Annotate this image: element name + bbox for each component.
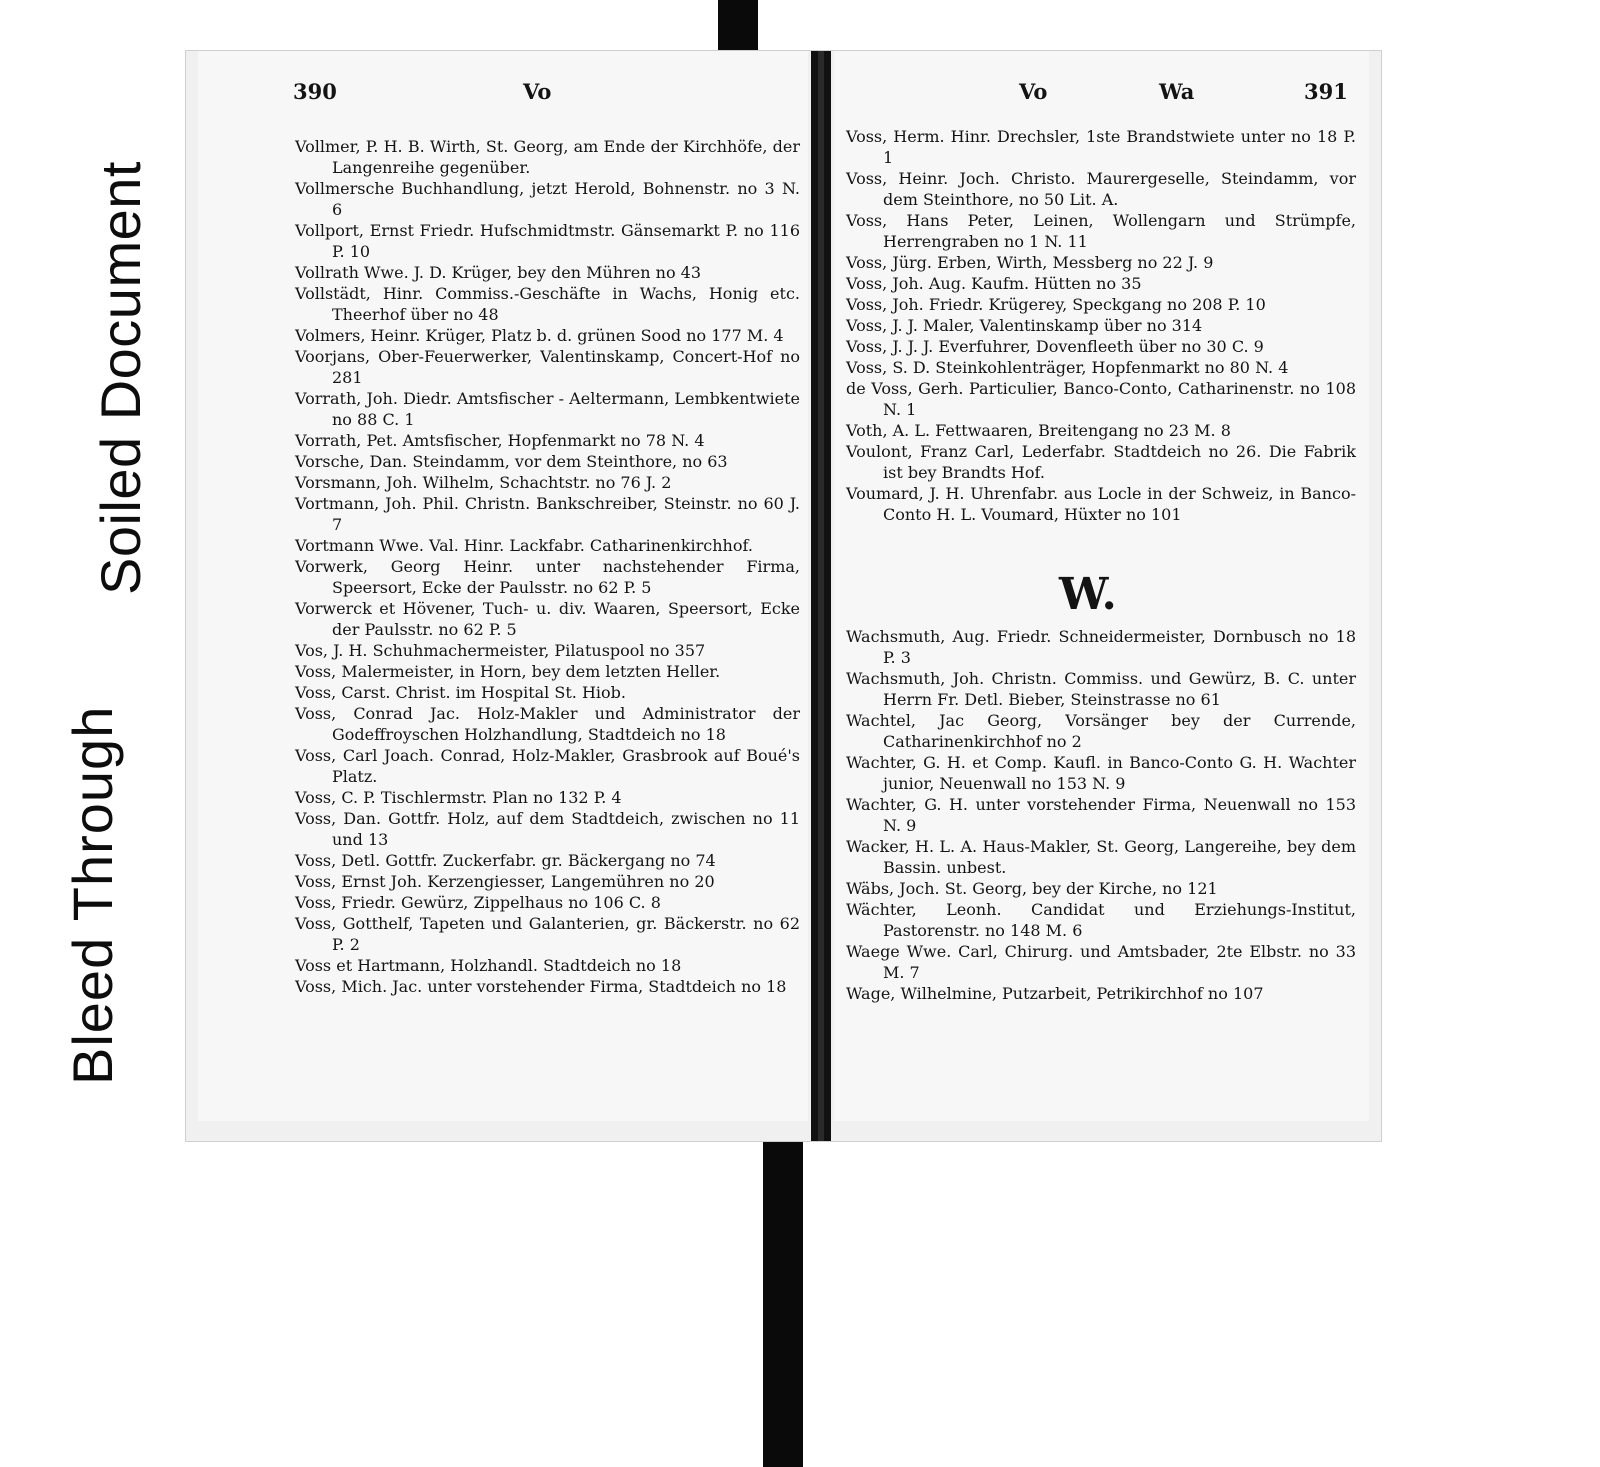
directory-entry: Vollmer, P. H. B. Wirth, St. Georg, am Ende der Kirchhöfe, der Langenreihe gegenüber. xyxy=(295,137,800,177)
directory-entry: Voss, Carl Joach. Conrad, Holz-Makler, Grasbrook auf Boué's Platz. xyxy=(295,746,800,786)
directory-entry: Voss, Joh. Aug. Kaufm. Hütten no 35 xyxy=(846,274,1142,293)
directory-entry: Volmers, Heinr. Krüger, Platz b. d. grünen Sood no 177 M. 4 xyxy=(295,326,784,345)
book-gutter xyxy=(811,51,831,1141)
directory-entry: Voss, Joh. Friedr. Krügerey, Speckgang no 208 P. 10 xyxy=(846,295,1266,314)
directory-entry: Voorjans, Ober-Feuerwerker, Valentinskamp, Concert-Hof no 281 xyxy=(295,347,800,387)
directory-entry: Voss, Heinr. Joch. Christo. Maurergeselle, Steindamm, vor dem Steinthore, no 50 Lit. A. xyxy=(846,169,1356,209)
directory-entry: Wacker, H. L. A. Haus-Makler, St. Georg, Langereihe, bey dem Bassin. unbest. xyxy=(846,837,1356,877)
left-page-number: 390 xyxy=(293,79,337,104)
directory-entry: Vollrath Wwe. J. D. Krüger, bey den Mühren no 43 xyxy=(295,263,702,282)
directory-entry: Voss, J. J. J. Everfuhrer, Dovenfleeth über no 30 C. 9 xyxy=(846,337,1264,356)
right-entry-list-v xyxy=(846,126,1356,525)
binding-tape-bottom xyxy=(763,1138,803,1467)
directory-entry: Vortmann, Joh. Phil. Christn. Bankschreiber, Steinstr. no 60 J. 7 xyxy=(295,494,800,534)
directory-entry: Voulont, Franz Carl, Lederfabr. Stadtdeich no 26. Die Fabrik ist bey Brandts Hof. xyxy=(846,442,1356,482)
directory-entry: Voumard, J. H. Uhrenfabr. aus Locle in der Schweiz, in Banco-Conto H. L. Voumard, Hüxter no 101 xyxy=(846,484,1356,524)
directory-entry: Vollport, Ernst Friedr. Hufschmidtmstr. Gänsemarkt P. no 116 P. 10 xyxy=(295,221,800,261)
directory-entry: Vorwerk, Georg Heinr. unter nachstehender Firma, Speersort, Ecke der Paulsstr. no 62 P. 5 xyxy=(295,557,800,597)
directory-entry: Wachter, G. H. unter vorstehender Firma, Neuenwall no 153 N. 9 xyxy=(846,795,1356,835)
left-running-head: Vo xyxy=(523,79,552,104)
directory-entry: Wachter, G. H. et Comp. Kaufl. in Banco-Conto G. H. Wachter junior, Neuenwall no 153 N. 9 xyxy=(846,753,1356,793)
soiled-document-label: Soiled Document xyxy=(89,161,152,595)
directory-entry: Vorsmann, Joh. Wilhelm, Schachtstr. no 76 J. 2 xyxy=(295,473,672,492)
right-page-number: 391 xyxy=(1304,79,1348,104)
directory-entry: Wachtel, Jac Georg, Vorsänger bey der Currende, Catharinenkirchhof no 2 xyxy=(846,711,1356,751)
directory-entry: Voss, Hans Peter, Leinen, Wollengarn und Strümpfe, Herrengraben no 1 N. 11 xyxy=(846,211,1356,251)
directory-entry: Voss, Ernst Joh. Kerzengiesser, Langemühren no 20 xyxy=(295,872,715,891)
right-entry-list-w xyxy=(846,626,1356,1004)
left-entry-list xyxy=(295,136,800,997)
directory-entry: Vorrath, Joh. Diedr. Amtsfischer - Aeltermann, Lembkentwiete no 88 C. 1 xyxy=(295,389,800,429)
directory-entry: Wachsmuth, Joh. Christn. Commiss. und Gewürz, B. C. unter Herrn Fr. Detl. Bieber, Steinstrasse no 61 xyxy=(846,669,1356,709)
directory-entry: Voss, Malermeister, in Horn, bey dem letzten Heller. xyxy=(295,662,721,681)
directory-entry: Voss, Dan. Gottfr. Holz, auf dem Stadtdeich, zwischen no 11 und 13 xyxy=(295,809,800,849)
directory-entry: Vollmersche Buchhandlung, jetzt Herold, Bohnenstr. no 3 N. 6 xyxy=(295,179,800,219)
directory-entry: Voss, Gotthelf, Tapeten und Galanterien, gr. Bäckerstr. no 62 P. 2 xyxy=(295,914,800,954)
directory-entry: Wächter, Leonh. Candidat und Erziehungs-Institut, Pastorenstr. no 148 M. 6 xyxy=(846,900,1356,940)
directory-entry: Voss, Detl. Gottfr. Zuckerfabr. gr. Bäckergang no 74 xyxy=(295,851,716,870)
directory-entry: Vortmann Wwe. Val. Hinr. Lackfabr. Catharinenkirchhof. xyxy=(295,536,753,555)
bleed-through-label: Bleed Through xyxy=(61,705,124,1085)
directory-entry: Voss, Mich. Jac. unter vorstehender Firma, Stadtdeich no 18 xyxy=(295,977,787,996)
directory-entry: Voss, Carst. Christ. im Hospital St. Hiob. xyxy=(295,683,626,702)
directory-entry: Voss, Herm. Hinr. Drechsler, 1ste Brandstwiete unter no 18 P. 1 xyxy=(846,127,1356,167)
directory-entry: Voss, Jürg. Erben, Wirth, Messberg no 22 J. 9 xyxy=(846,253,1214,272)
directory-entry: Voss, Friedr. Gewürz, Zippelhaus no 106 C. 8 xyxy=(295,893,661,912)
binding-tape-top xyxy=(718,0,758,50)
directory-entry: Voss et Hartmann, Holzhandl. Stadtdeich no 18 xyxy=(295,956,682,975)
section-letter: W. xyxy=(1059,569,1117,620)
directory-entry: Waege Wwe. Carl, Chirurg. und Amtsbader, 2te Elbstr. no 33 M. 7 xyxy=(846,942,1356,982)
directory-entry: de Voss, Gerh. Particulier, Banco-Conto, Catharinenstr. no 108 N. 1 xyxy=(846,379,1356,419)
left-page xyxy=(198,51,808,1121)
directory-entry: Voss, C. P. Tischlermstr. Plan no 132 P. 4 xyxy=(295,788,622,807)
directory-entry: Vorwerck et Hövener, Tuch- u. div. Waaren, Speersort, Ecke der Paulsstr. no 62 P. 5 xyxy=(295,599,800,639)
directory-entry: Voss, Conrad Jac. Holz-Makler und Administrator der Godeffroyschen Holzhandlung, Stadtdeich no 18 xyxy=(295,704,800,744)
directory-entry: Voss, S. D. Steinkohlenträger, Hopfenmarkt no 80 N. 4 xyxy=(846,358,1289,377)
open-book xyxy=(185,50,1382,1142)
directory-entry: Vollstädt, Hinr. Commiss.-Geschäfte in Wachs, Honig etc. Theerhof über no 48 xyxy=(295,284,800,324)
directory-entry: Voth, A. L. Fettwaaren, Breitengang no 23 M. 8 xyxy=(846,421,1231,440)
directory-entry: Vorsche, Dan. Steindamm, vor dem Steinthore, no 63 xyxy=(295,452,728,471)
directory-entry: Wäbs, Joch. St. Georg, bey der Kirche, no 121 xyxy=(846,879,1218,898)
directory-entry: Vos, J. H. Schuhmachermeister, Pilatuspool no 357 xyxy=(295,641,706,660)
right-running-head-right: Wa xyxy=(1159,79,1195,104)
directory-entry: Wachsmuth, Aug. Friedr. Schneidermeister, Dornbusch no 18 P. 3 xyxy=(846,627,1356,667)
right-page xyxy=(834,51,1369,1121)
directory-entry: Voss, J. J. Maler, Valentinskamp über no 314 xyxy=(846,316,1203,335)
directory-entry: Vorrath, Pet. Amtsfischer, Hopfenmarkt no 78 N. 4 xyxy=(295,431,705,450)
directory-entry: Wage, Wilhelmine, Putzarbeit, Petrikirchhof no 107 xyxy=(846,984,1264,1003)
right-running-head-left: Vo xyxy=(1019,79,1048,104)
